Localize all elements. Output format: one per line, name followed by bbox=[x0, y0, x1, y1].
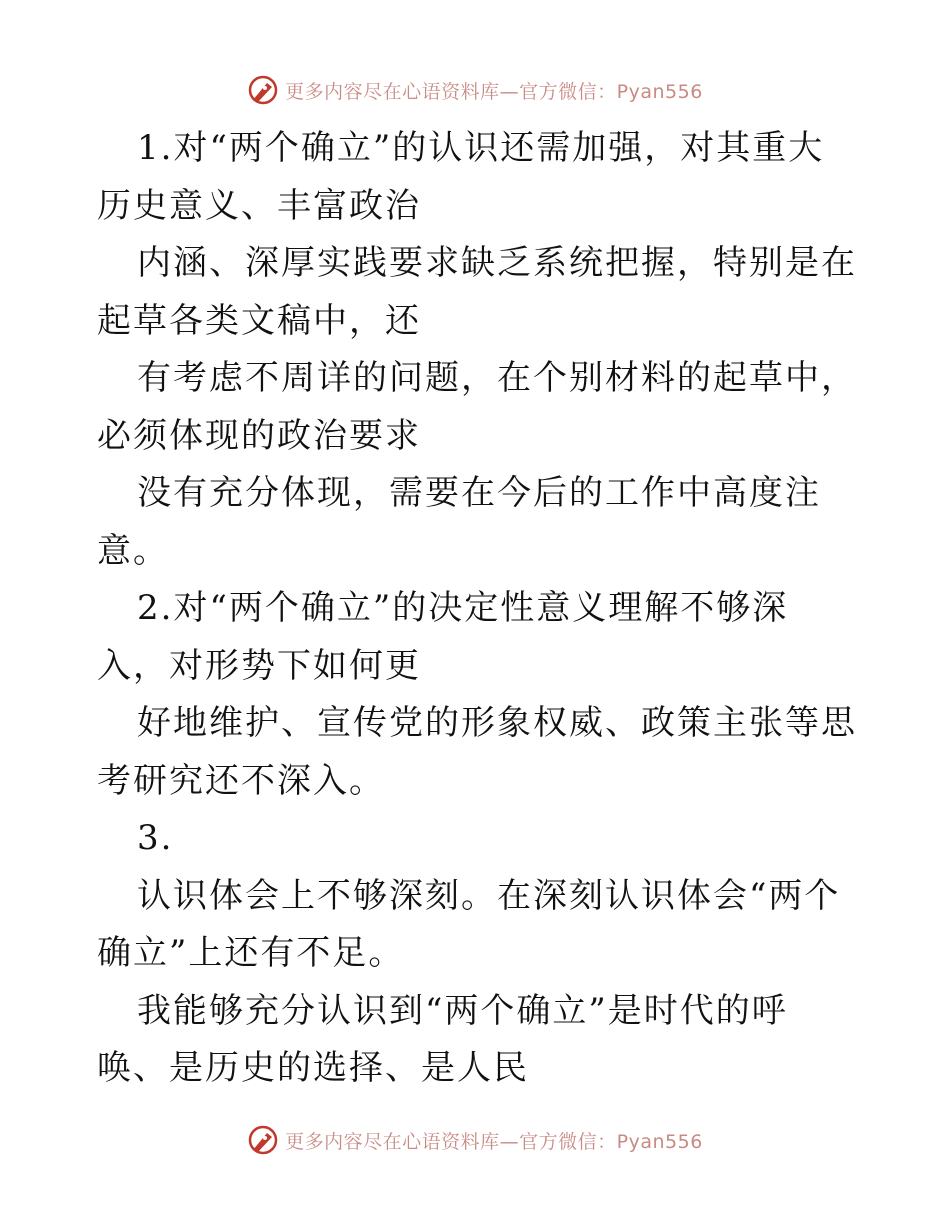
header-banner-text: 更多内容尽在心语资料库—官方微信：Pyan556 bbox=[285, 80, 703, 103]
header-banner bbox=[0, 70, 950, 110]
paragraph: 认识体会上不够深刻。在深刻认识体会“两个确立”上还有不足。 bbox=[97, 875, 841, 973]
footer-banner-text: 更多内容尽在心语资料库—官方微信：Pyan556 bbox=[285, 1130, 703, 1153]
pen-nib-circle-icon bbox=[247, 74, 279, 106]
document-body bbox=[97, 120, 857, 1098]
paragraph: 我能够充分认识到“两个确立”是时代的呼唤、是历史的选择、是人民 bbox=[97, 990, 788, 1088]
paragraph: 有考虑不周详的问题，在个别材料的起草中，必须体现的政治要求 bbox=[97, 358, 857, 456]
paragraph: 1.对“两个确立”的认识还需加强，对其重大历史意义、丰富政治 bbox=[97, 128, 825, 226]
paragraph: 3. bbox=[137, 818, 174, 858]
footer-banner bbox=[0, 1120, 950, 1160]
paragraph: 没有充分体现，需要在今后的工作中高度注意。 bbox=[97, 473, 821, 571]
paragraph: 好地维护、宣传党的形象权威、政策主张等思考研究还不深入。 bbox=[97, 703, 857, 801]
paragraph: 2.对“两个确立”的决定性意义理解不够深入，对形势下如何更 bbox=[97, 588, 789, 686]
paragraph: 内涵、深厚实践要求缺乏系统把握，特别是在起草各类文稿中，还 bbox=[97, 243, 857, 341]
pen-nib-circle-icon bbox=[247, 1124, 279, 1156]
